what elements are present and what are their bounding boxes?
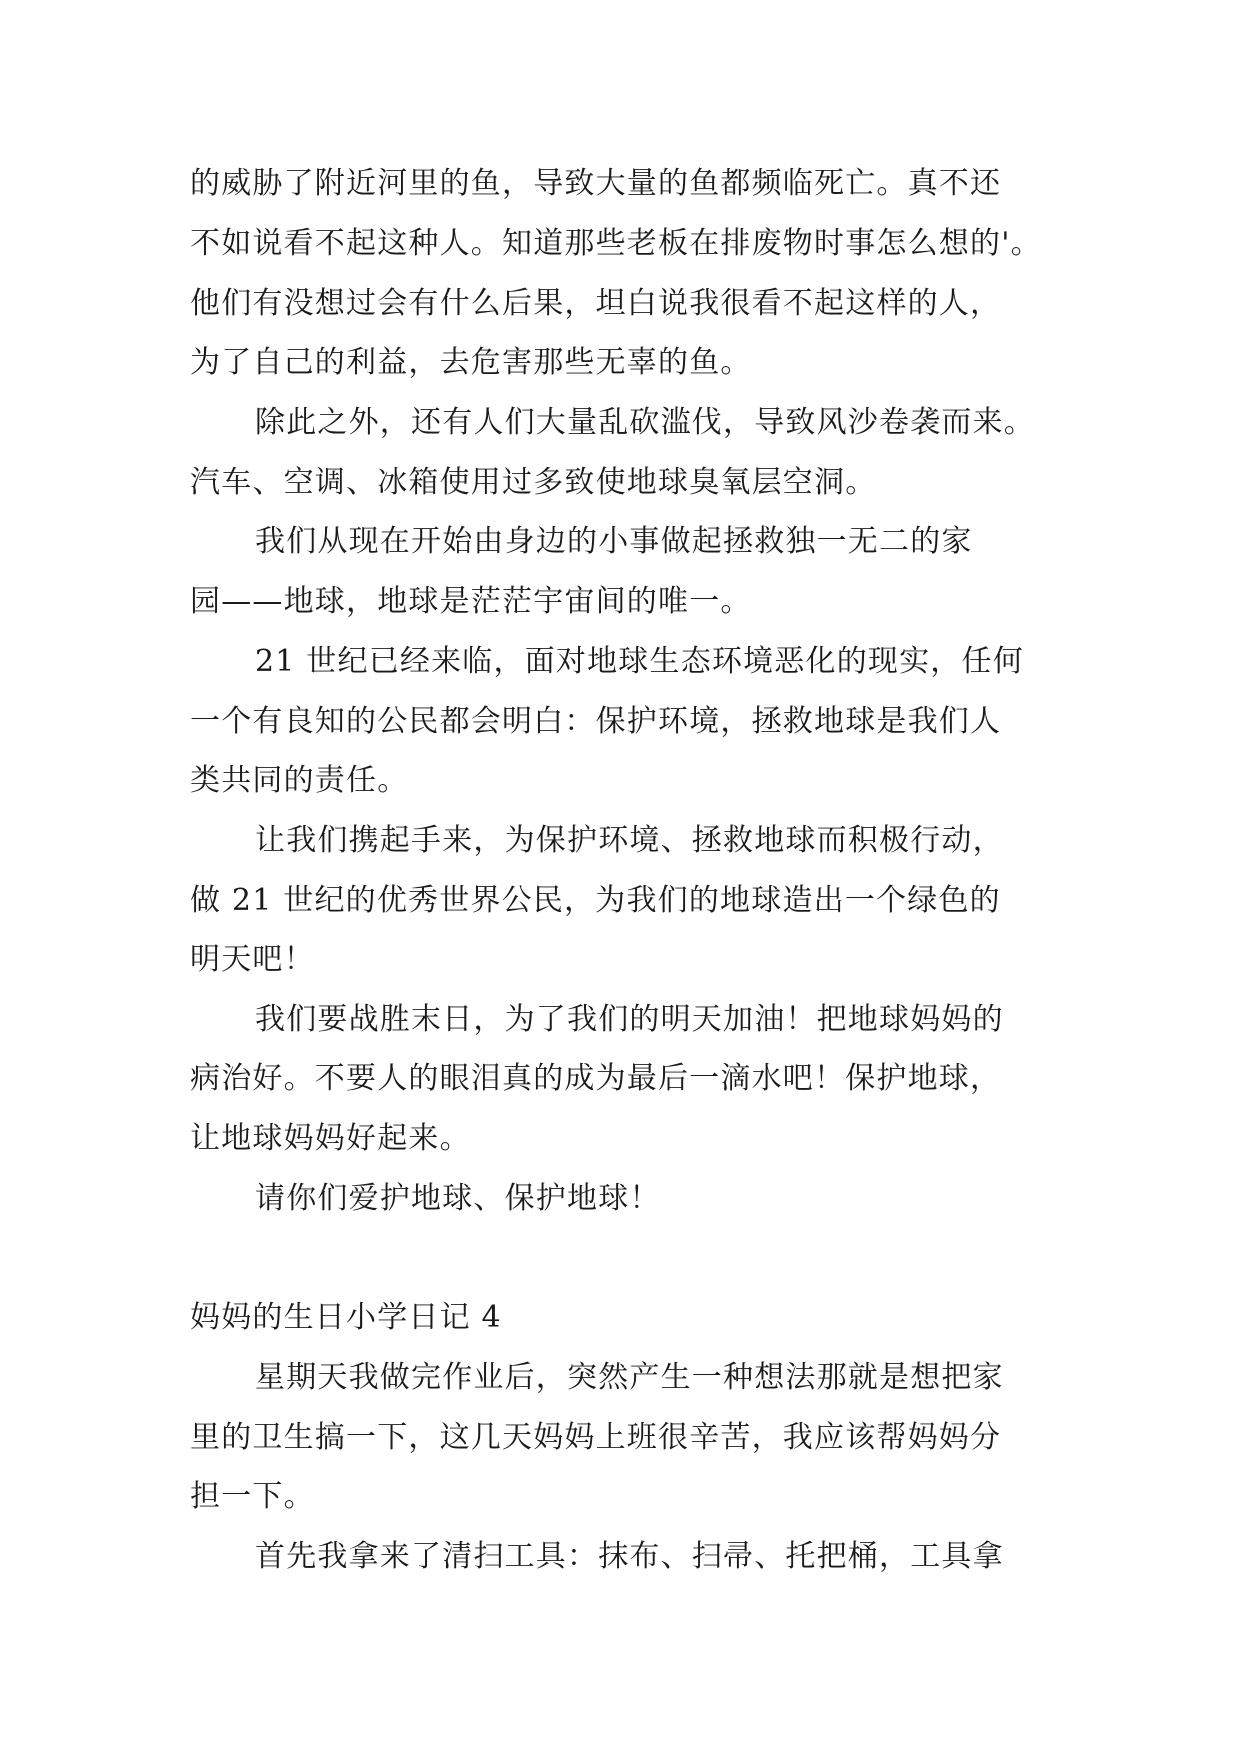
text-line: 他们有没想过会有什么后果，坦白说我很看不起这样的人，	[190, 286, 1002, 321]
text-line: 里的卫生搞一下，这几天妈妈上班很辛苦，我应该帮妈妈分	[190, 1420, 1002, 1455]
text-line: 明天吧！	[190, 942, 315, 977]
section-title: 妈妈的生日小学日记 4	[190, 1300, 502, 1335]
text-line: 做 21 世纪的优秀世界公民，为我们的地球造出一个绿色的	[190, 883, 1001, 918]
text-line: 汽车、空调、冰箱使用过多致使地球臭氧层空洞。	[190, 465, 877, 500]
text-line: 病治好。不要人的眼泪真的成为最后一滴水吧！保护地球，	[190, 1061, 1002, 1096]
paragraph-first-line: 让我们携起手来，为保护环境、拯救地球而积极行动，	[255, 823, 1004, 858]
paragraph-first-line: 请你们爱护地球、保护地球！	[255, 1181, 661, 1216]
paragraph-first-line: 我们要战胜末日，为了我们的明天加油！把地球妈妈的	[255, 1002, 1004, 1037]
paragraph-first-line: 星期天我做完作业后，突然产生一种想法那就是想把家	[255, 1360, 1004, 1395]
paragraph-first-line: 除此之外，还有人们大量乱砍滥伐，导致风沙卷袭而来。	[255, 405, 1035, 440]
text-line: 让地球妈妈好起来。	[190, 1121, 471, 1156]
paragraph-first-line: 首先我拿来了清扫工具：抹布、扫帚、托把桶，工具拿	[255, 1539, 1004, 1574]
text-line: 类共同的责任。	[190, 763, 409, 798]
text-line: 担一下。	[190, 1479, 315, 1514]
text-line: 不如说看不起这种人。知道那些老板在排废物时事怎么想的'。	[190, 226, 1042, 261]
paragraph-first-line: 我们从现在开始由身边的小事做起拯救独一无二的家	[255, 524, 973, 559]
text-line: 的威胁了附近河里的鱼，导致大量的鱼都频临死亡。真不还	[190, 166, 1002, 201]
paragraph-first-line: 21 世纪已经来临，面对地球生态环境恶化的现实，任何	[255, 644, 1024, 679]
text-line: 一个有良知的公民都会明白：保护环境，拯救地球是我们人	[190, 704, 1002, 739]
text-line: 为了自己的利益，去危害那些无辜的鱼。	[190, 345, 752, 380]
text-line: 园——地球，地球是茫茫宇宙间的唯一。	[190, 584, 752, 619]
